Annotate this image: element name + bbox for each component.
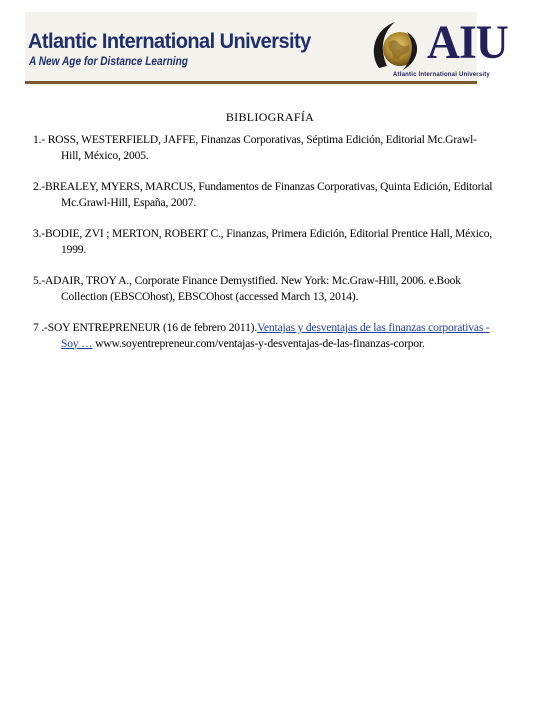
reference-item: 2.-BREALEY, MYERS, MARCUS, Fundamentos de Finanzas Corporativas, Quinta Edición, Editorial Mc.Grawl-Hill, España, 2007. [33,181,493,209]
reference-prefix: 7 .-SOY ENTREPRENEUR (16 de febrero 2011). [33,322,258,334]
university-tagline: A New Age for Distance Learning [29,56,188,68]
reference-item: 3.-BODIE, ZVI ; MERTON, ROBERT C., Finanzas, Primera Edición, Editorial Prentice Hall, México, 1999. [33,228,493,256]
reference-item [33,321,495,352]
reference-suffix: www.soyentrepreneur.com/ventajas-y-desventajas-de-las-finanzas-corpor. [95,337,425,350]
reference-item: 1.- ROSS, WESTERFIELD, JAFFE, Finanzas Corporativas, Séptima Edición, Editorial Mc.Grawl-Hill, México, 2005. [33,134,477,162]
bibliography-heading: BIBLIOGRAFÍA [225,110,315,124]
reference-item: 5.-ADAIR, TROY A., Corporate Finance Demystified. New York: Mc.Graw-Hill, 2006. e.Book Collection (EBSCOhost), EBSCOhost (accessed March 13, 2014). [33,275,461,303]
university-banner [25,12,508,84]
aiu-logo-letters: AIU [427,16,508,69]
aiu-logo-subtitle: Atlantic International University [393,72,490,78]
university-name: Atlantic International University [28,29,311,53]
reference-list [33,133,495,368]
globe-swoosh-icon [367,18,425,76]
reference-link[interactable]: Ventajas y desventajas de las finanzas corporativas - Soy … [61,322,490,350]
